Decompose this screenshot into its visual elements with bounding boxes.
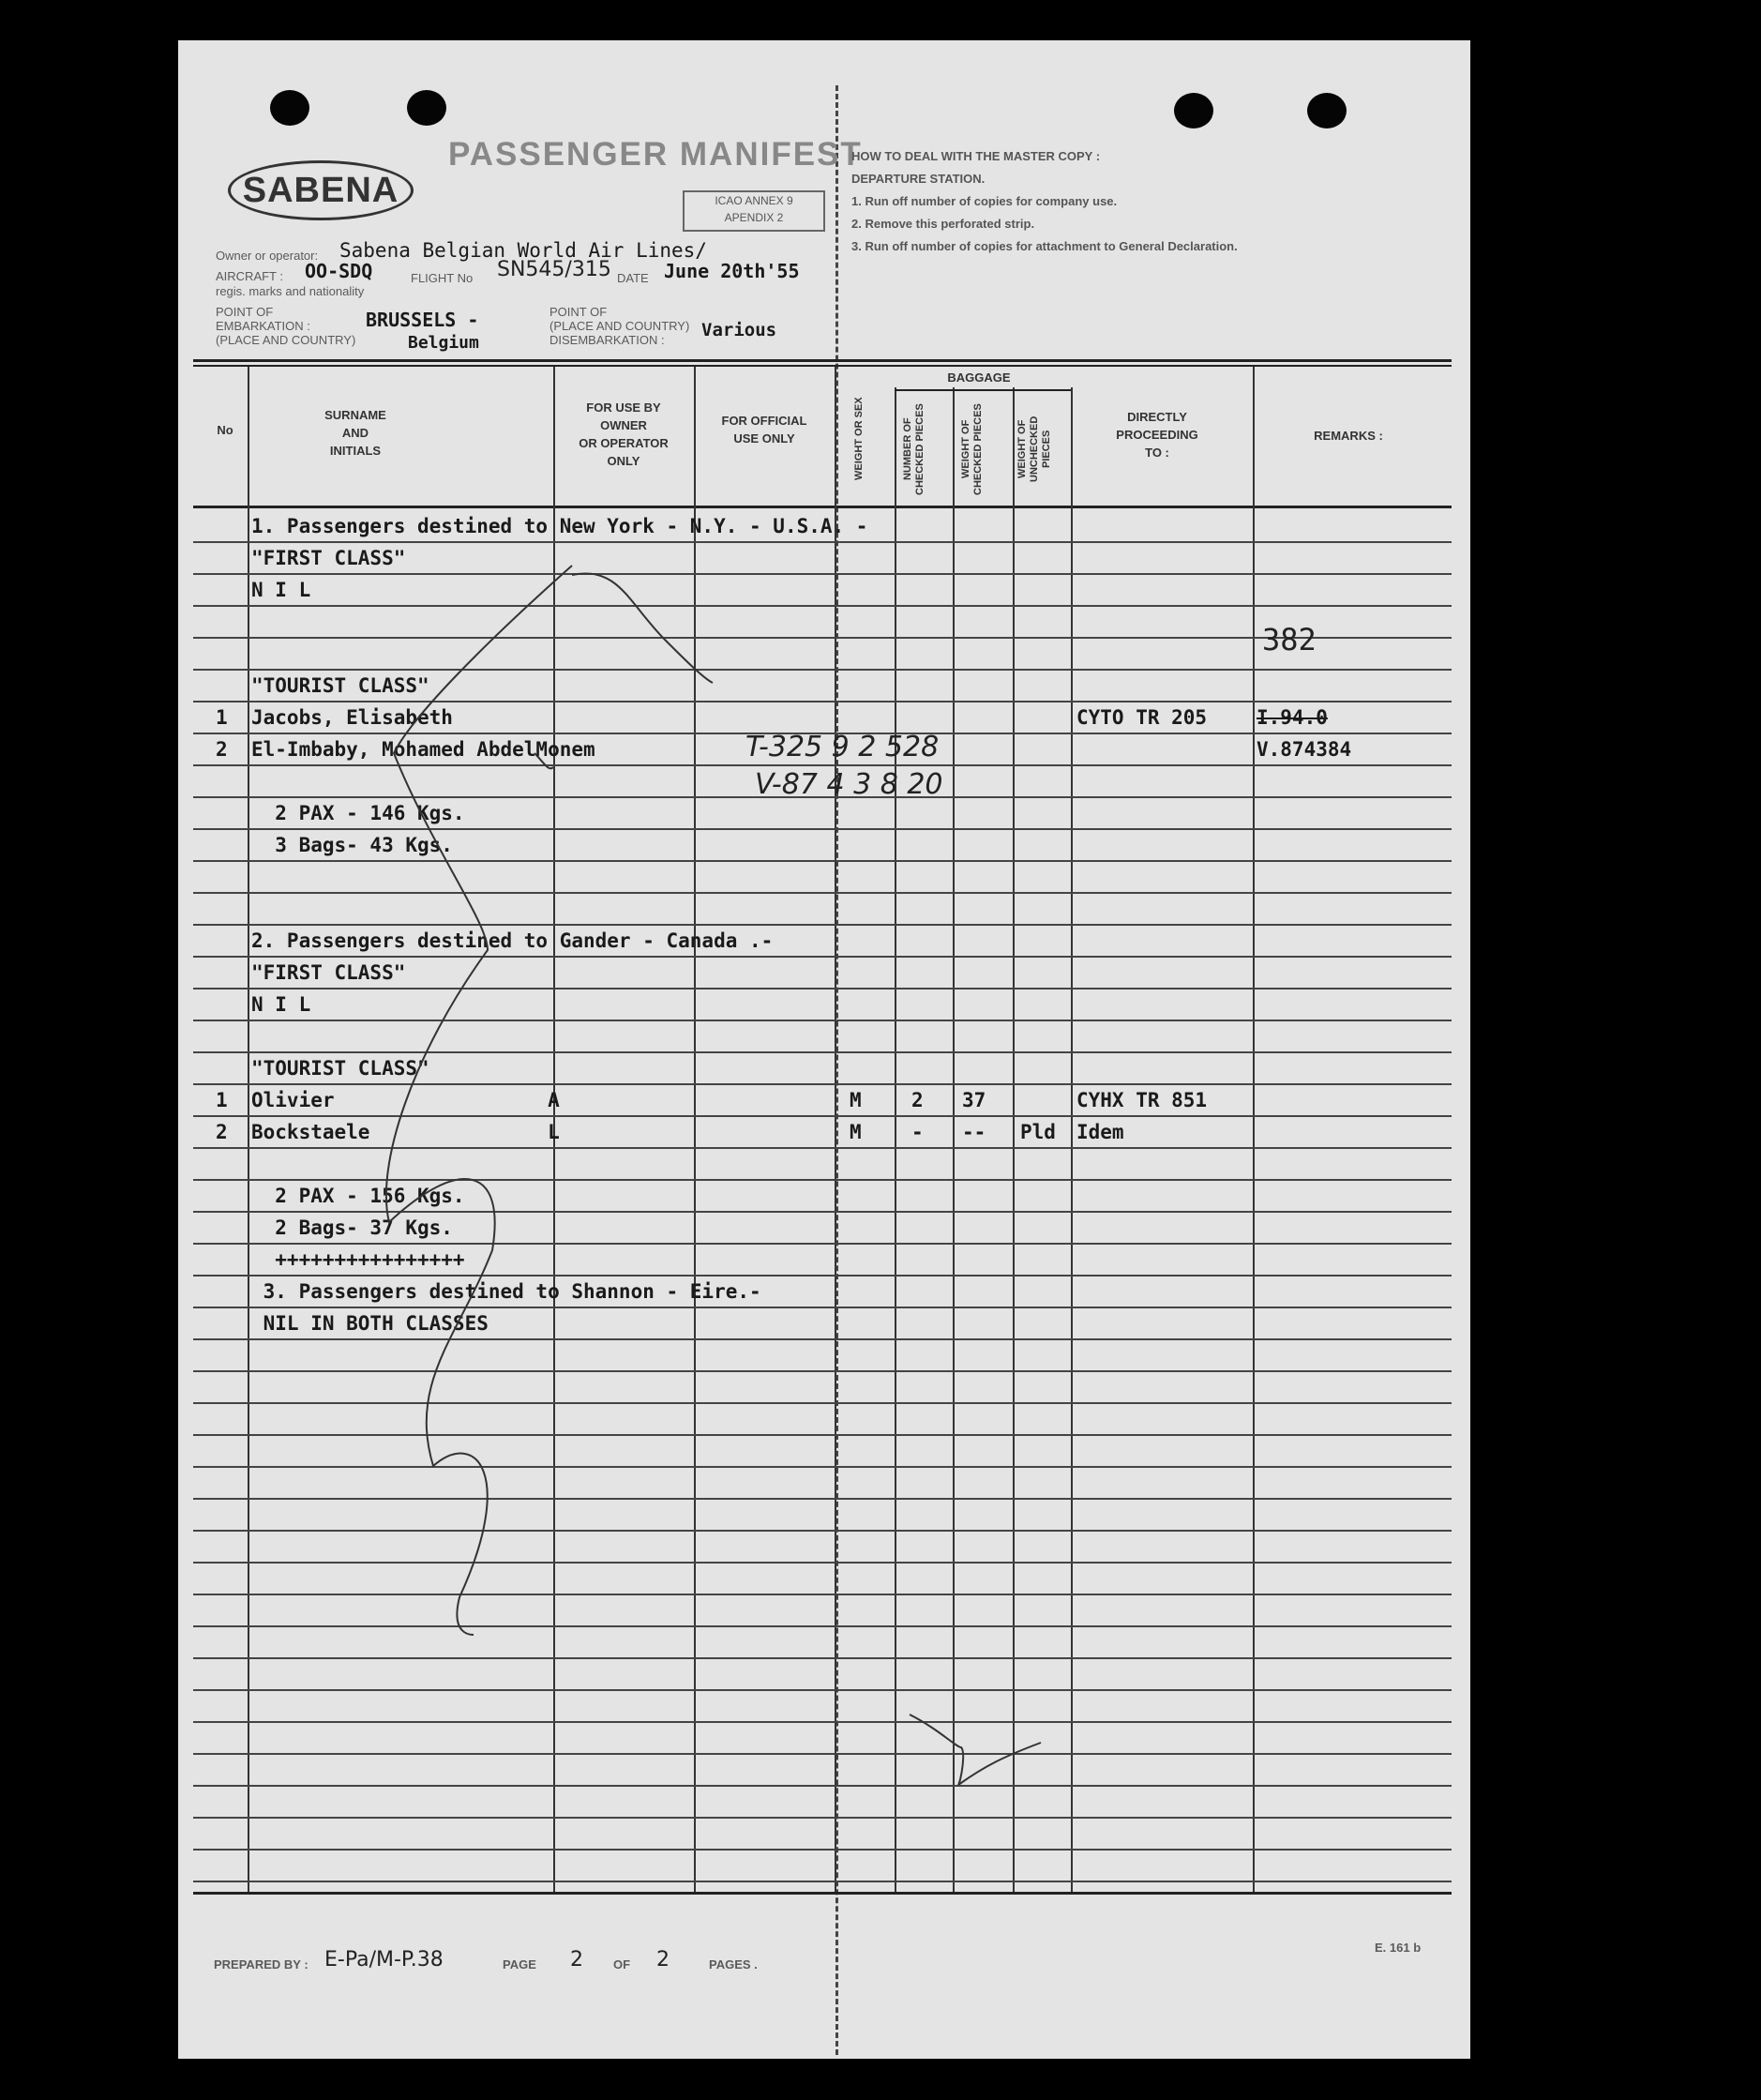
row-name: 1. Passengers destined to New York - N.Y. - U.S.A. - bbox=[251, 515, 868, 537]
row-no: 1 bbox=[216, 1089, 228, 1111]
row-name: 2 PAX - 156 Kgs. bbox=[251, 1185, 465, 1207]
col-weight-or-sex: WEIGHT OR SEX bbox=[853, 397, 865, 481]
annex-line-1: ICAO ANNEX 9 bbox=[715, 194, 793, 207]
embarkation-label: POINT OF EMBARKATION : (PLACE AND COUNTRY) bbox=[216, 305, 356, 347]
sabena-logo: SABENA bbox=[228, 160, 414, 220]
col-remarks: REMARKS : bbox=[1314, 429, 1383, 443]
handwritten-382: 382 bbox=[1262, 622, 1317, 657]
row-name: Olivier A bbox=[251, 1089, 560, 1111]
row-name: 3 Bags- 43 Kgs. bbox=[251, 834, 453, 856]
disembarkation-label: POINT OF (PLACE AND COUNTRY) DISEMBARKATION : bbox=[549, 305, 690, 347]
of-label: OF bbox=[613, 1957, 631, 1972]
disembarkation-value: Various bbox=[701, 320, 777, 340]
page-label: PAGE bbox=[503, 1957, 536, 1972]
row-wt: 37 bbox=[962, 1089, 986, 1111]
row-name: Jacobs, Elisabeth bbox=[251, 706, 453, 729]
row-name: Bockstaele L bbox=[251, 1121, 560, 1143]
handwritten-t: T-325 9 2 528 bbox=[745, 731, 940, 763]
row-proc: CYHX TR 851 bbox=[1076, 1089, 1208, 1111]
row-rem: V.874384 bbox=[1257, 738, 1352, 761]
row-name: "TOURIST CLASS" bbox=[251, 1057, 429, 1080]
row-proc: Idem bbox=[1076, 1121, 1124, 1143]
row-name: "FIRST CLASS" bbox=[251, 547, 406, 569]
row-num: 2 bbox=[911, 1089, 924, 1111]
row-wt: -- bbox=[962, 1121, 986, 1143]
col-baggage: BAGGAGE bbox=[947, 370, 1011, 385]
date-label: DATE bbox=[617, 271, 649, 285]
handwritten-v: V-87 4 3 8 20 bbox=[755, 768, 943, 801]
carrier-value: Sabena Belgian World Air Lines/ bbox=[339, 239, 707, 262]
row-num: - bbox=[911, 1121, 924, 1143]
row-name: 2 Bags- 37 Kgs. bbox=[251, 1216, 453, 1239]
row-name: "FIRST CLASS" bbox=[251, 961, 406, 984]
row-name: 2 PAX - 146 Kgs. bbox=[251, 802, 465, 824]
row-name: N I L bbox=[251, 993, 311, 1016]
page-title: PASSENGER MANIFEST bbox=[448, 136, 863, 173]
row-name: 2. Passengers destined to Gander - Canada .- bbox=[251, 929, 774, 952]
master-copy-instructions: HOW TO DEAL WITH THE MASTER COPY : DEPARTURE STATION. 1. Run off number of copies for company use. 2. Remove this perforated strip. 3. Run off number of copies for attachment to General Declaration. bbox=[851, 149, 1238, 253]
row-no: 2 bbox=[216, 1121, 228, 1143]
row-name: NIL IN BOTH CLASSES bbox=[251, 1312, 489, 1335]
aircraft-label: AIRCRAFT : bbox=[216, 269, 283, 283]
prepared-by-value: E-Pa/M-P.38 bbox=[324, 1948, 444, 1972]
col-number-checked: NUMBER OF CHECKED PIECES bbox=[902, 403, 926, 495]
row-name: ++++++++++++++++ bbox=[251, 1248, 465, 1271]
annex-line-2: APENDIX 2 bbox=[724, 211, 784, 224]
page-number: 2 bbox=[570, 1948, 583, 1972]
col-surname: SURNAME AND INITIALS bbox=[324, 408, 386, 458]
flight-value: SN545/315 bbox=[497, 258, 611, 281]
row-name: El-Imbaby, Mohamed AbdelMonem bbox=[251, 738, 595, 761]
row-unch: Pld bbox=[1020, 1121, 1056, 1143]
row-rem: I.94.0 bbox=[1257, 706, 1328, 729]
row-name: "TOURIST CLASS" bbox=[251, 674, 429, 697]
date-value: June 20th'55 bbox=[664, 260, 800, 282]
row-no: 1 bbox=[216, 706, 228, 729]
row-name: 3. Passengers destined to Shannon - Eire.- bbox=[251, 1280, 761, 1303]
col-no: No bbox=[217, 423, 233, 437]
flight-label: FLIGHT No bbox=[411, 271, 474, 285]
carrier-label: Owner or operator: bbox=[216, 249, 319, 263]
row-name: N I L bbox=[251, 579, 311, 601]
col-official: FOR OFFICIAL USE ONLY bbox=[721, 414, 807, 446]
row-sex: M bbox=[850, 1121, 862, 1143]
col-weight-checked: WEIGHT OF CHECKED PIECES bbox=[960, 403, 984, 495]
regis-label: regis. marks and nationality bbox=[216, 284, 365, 298]
col-owner: FOR USE BY OWNER OR OPERATOR ONLY bbox=[579, 400, 669, 468]
manifest-page bbox=[178, 40, 1470, 2059]
embarkation-value: BRUSSELS - bbox=[366, 309, 479, 331]
row-sex: M bbox=[850, 1089, 862, 1111]
aircraft-value: OO-SDQ bbox=[305, 260, 373, 282]
col-proceeding: DIRECTLY PROCEEDING TO : bbox=[1116, 410, 1198, 460]
row-proc: CYTO TR 205 bbox=[1076, 706, 1208, 729]
form-code: E. 161 b bbox=[1375, 1941, 1422, 1955]
page-total: 2 bbox=[656, 1948, 670, 1972]
embarkation-country: Belgium bbox=[408, 333, 479, 353]
col-weight-unchecked: WEIGHT OF UNCHECKED PIECES bbox=[1016, 415, 1052, 483]
prepared-by-label: PREPARED BY : bbox=[214, 1957, 309, 1972]
row-no: 2 bbox=[216, 738, 228, 761]
pages-label: PAGES . bbox=[709, 1957, 758, 1972]
pen-scribbles bbox=[178, 40, 1470, 2059]
